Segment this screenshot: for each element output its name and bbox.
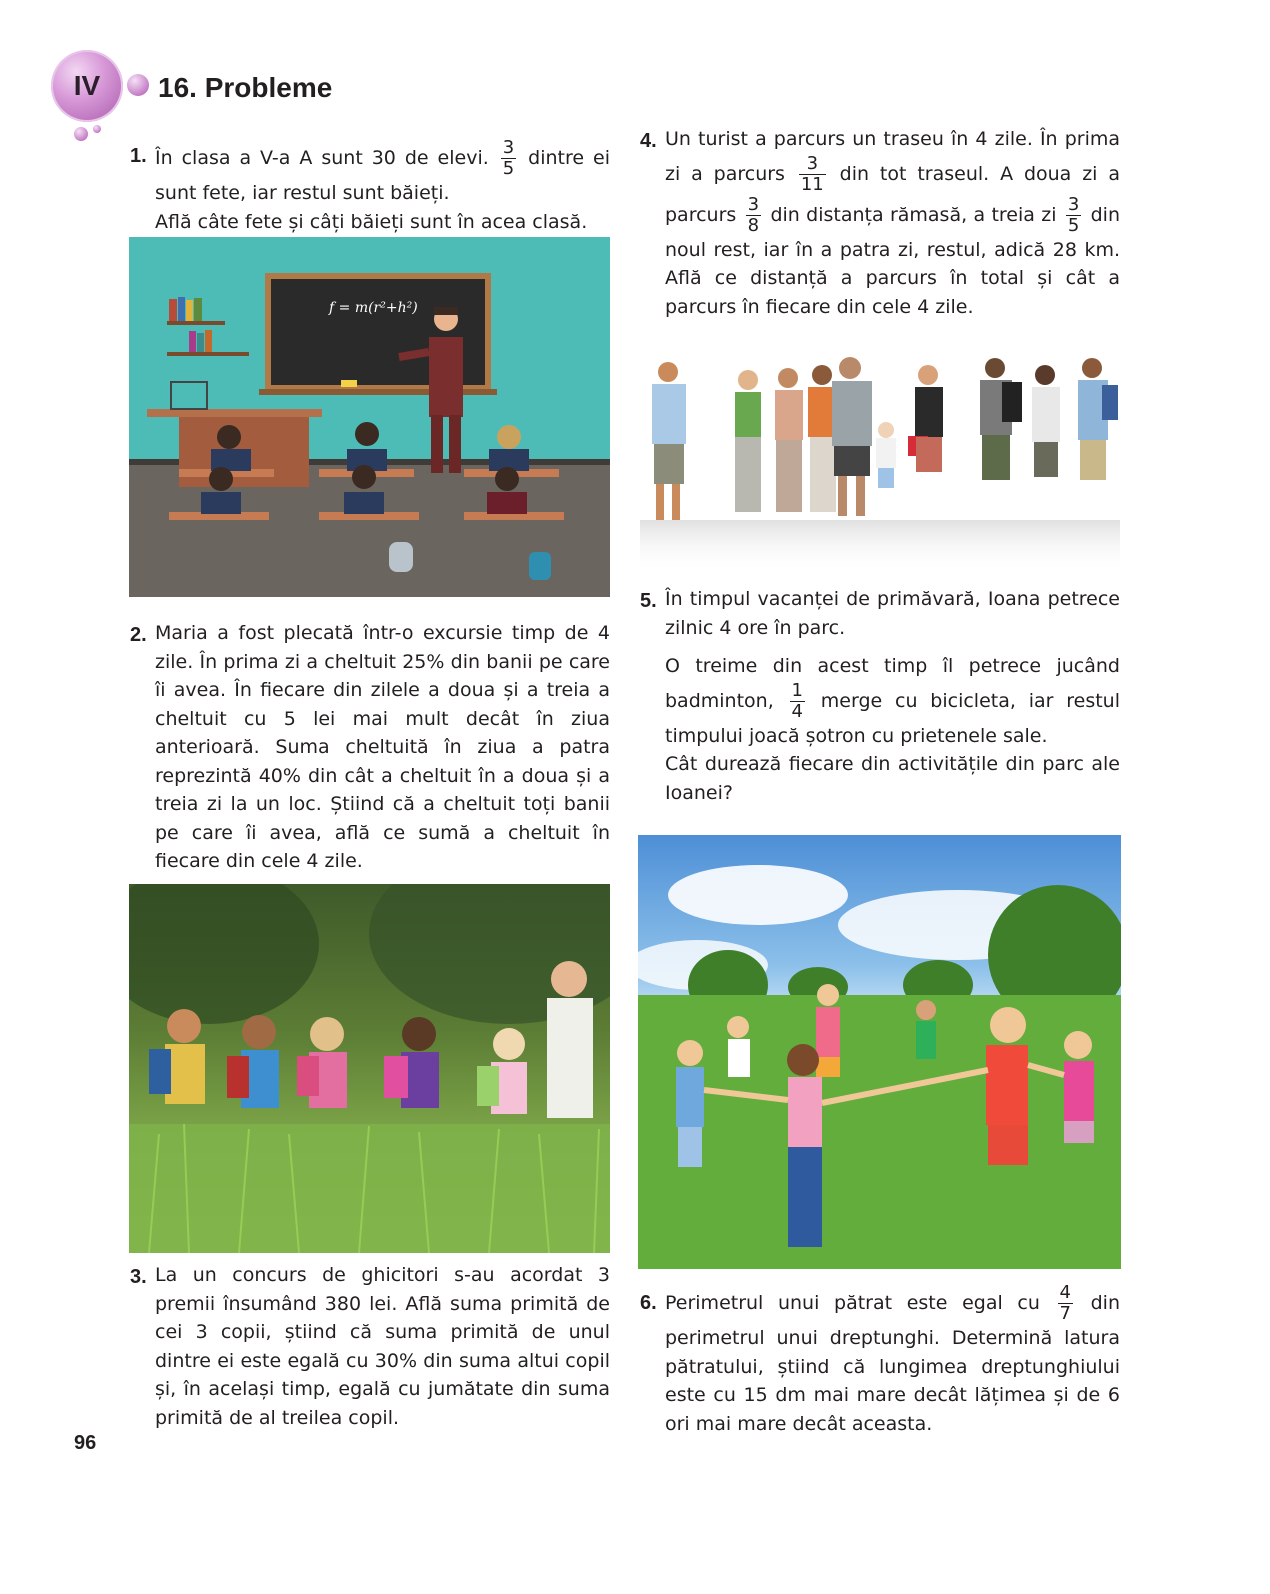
fraction-numerator: 3 (502, 137, 515, 158)
problem-1-part: În clasa a V-a A sunt 30 de elevi. (155, 147, 489, 169)
problem-1-question: Află câte fete și câți băieți sunt în acea clasă. (155, 210, 588, 233)
tourists-photo (640, 350, 1120, 575)
decorative-bubble-icon (74, 127, 88, 141)
fraction-numerator: 3 (1067, 193, 1080, 215)
fraction (1066, 195, 1081, 236)
fraction-denominator: 5 (502, 158, 515, 179)
problem-6-part: Perimetrul unui pătrat este egal cu (665, 1292, 1040, 1314)
problem-5-number: 5. (640, 590, 657, 612)
problem-2-number: 2. (130, 624, 147, 646)
fraction-denominator: 11 (800, 173, 824, 195)
fraction-numerator: 1 (791, 679, 803, 701)
fraction-denominator: 7 (1059, 1303, 1071, 1324)
chapter-badge (51, 50, 123, 122)
problem-4-part: din noul rest, iar în a patra zi, restul, adică 28 km. Află ce distanță a parcurs în total și cât a parcurs în fiecare din cele 4 zile. (665, 203, 1121, 318)
problem-4-text (665, 125, 1120, 321)
fraction (790, 681, 805, 722)
blackboard-formula: f = m(r²+h²) (329, 300, 418, 316)
problem-4-part: din distanța rămasă, a treia zi (770, 203, 1057, 226)
problem-1-part: dintre ei sunt fete, iar restul sunt băieți. (155, 147, 610, 204)
classroom-illustration (129, 237, 610, 597)
page-number: 96 (74, 1432, 97, 1454)
fraction (746, 195, 761, 236)
decorative-bubble-icon (93, 125, 101, 133)
problem-5-part: O treime din acest timp îl petrece jucând badminton, (665, 655, 1120, 712)
problem-4-part: din tot traseul. A doua zi a parcurs (665, 162, 1120, 226)
problem-1-text (155, 138, 610, 236)
fraction-numerator: 3 (747, 193, 760, 215)
fraction-numerator: 3 (799, 154, 826, 175)
fraction (501, 138, 516, 179)
problem-5-part: În timpul vacanței de primăvară, Ioana petrece zilnic 4 ore în parc. (665, 588, 1120, 639)
problem-5-text (665, 585, 1120, 807)
problem-6-number: 6. (640, 1292, 657, 1314)
problem-4-part: Un turist a parcurs un traseu în 4 zile. În prima zi a parcurs (665, 128, 1120, 185)
fraction (799, 154, 826, 195)
problem-6-text (665, 1283, 1120, 1438)
chapter-number: IV (73, 70, 101, 101)
park-photo (638, 835, 1121, 1269)
decorative-bubble-icon (127, 74, 149, 96)
problem-6-part: din perimetrul unui dreptunghi. Determină latura pătratului, știind că lungimea dreptunghiului este cu 15 dm mai mare decât lățimea și de 6 ori mai mare decât aceasta. (665, 1292, 1120, 1435)
problem-1-number: 1. (130, 145, 147, 167)
problem-5-question: Cât durează fiecare din activitățile din parc ale Ioanei? (665, 753, 1120, 804)
problem-4-number: 4. (640, 130, 657, 152)
problem-3-number: 3. (130, 1266, 147, 1288)
fraction-denominator: 4 (791, 700, 803, 722)
fraction-numerator: 4 (1059, 1282, 1071, 1303)
fraction-denominator: 5 (1067, 214, 1080, 236)
fraction (1058, 1283, 1073, 1324)
problem-2-text: Maria a fost plecată într-o excursie timp de 4 zile. În prima zi a cheltuit 25% din banii pe care îi avea. În fiecare din zilele a doua și a treia a cheltuit cu 5 lei mai mult decât în ziua anterioară. Suma cheltuită în ziua a patra reprezintă 40% din cât a cheltuit în a doua și a treia zi la un loc. Știind că a cheltuit toți banii pe care îi avea, află ce sumă a cheltuit în fiecare din cele 4 zile. (155, 622, 610, 872)
problem-3-text: La un concurs de ghicitori s-au acordat 3 premii însumând 380 lei. Află suma primită de cei 3 copii, știind că suma primită de unul dintre ei este egală cu 30% din suma altui copil și, în același timp, egală cu jumătate din suma primită de al treilea copil. (155, 1264, 610, 1429)
excursion-photo (129, 884, 610, 1253)
fraction-denominator: 8 (747, 214, 760, 236)
problem-5-part: merge cu bicicleta, iar restul timpului joacă șotron cu prietenele sale. (665, 689, 1120, 747)
section-title: 16. Probleme (158, 72, 333, 103)
